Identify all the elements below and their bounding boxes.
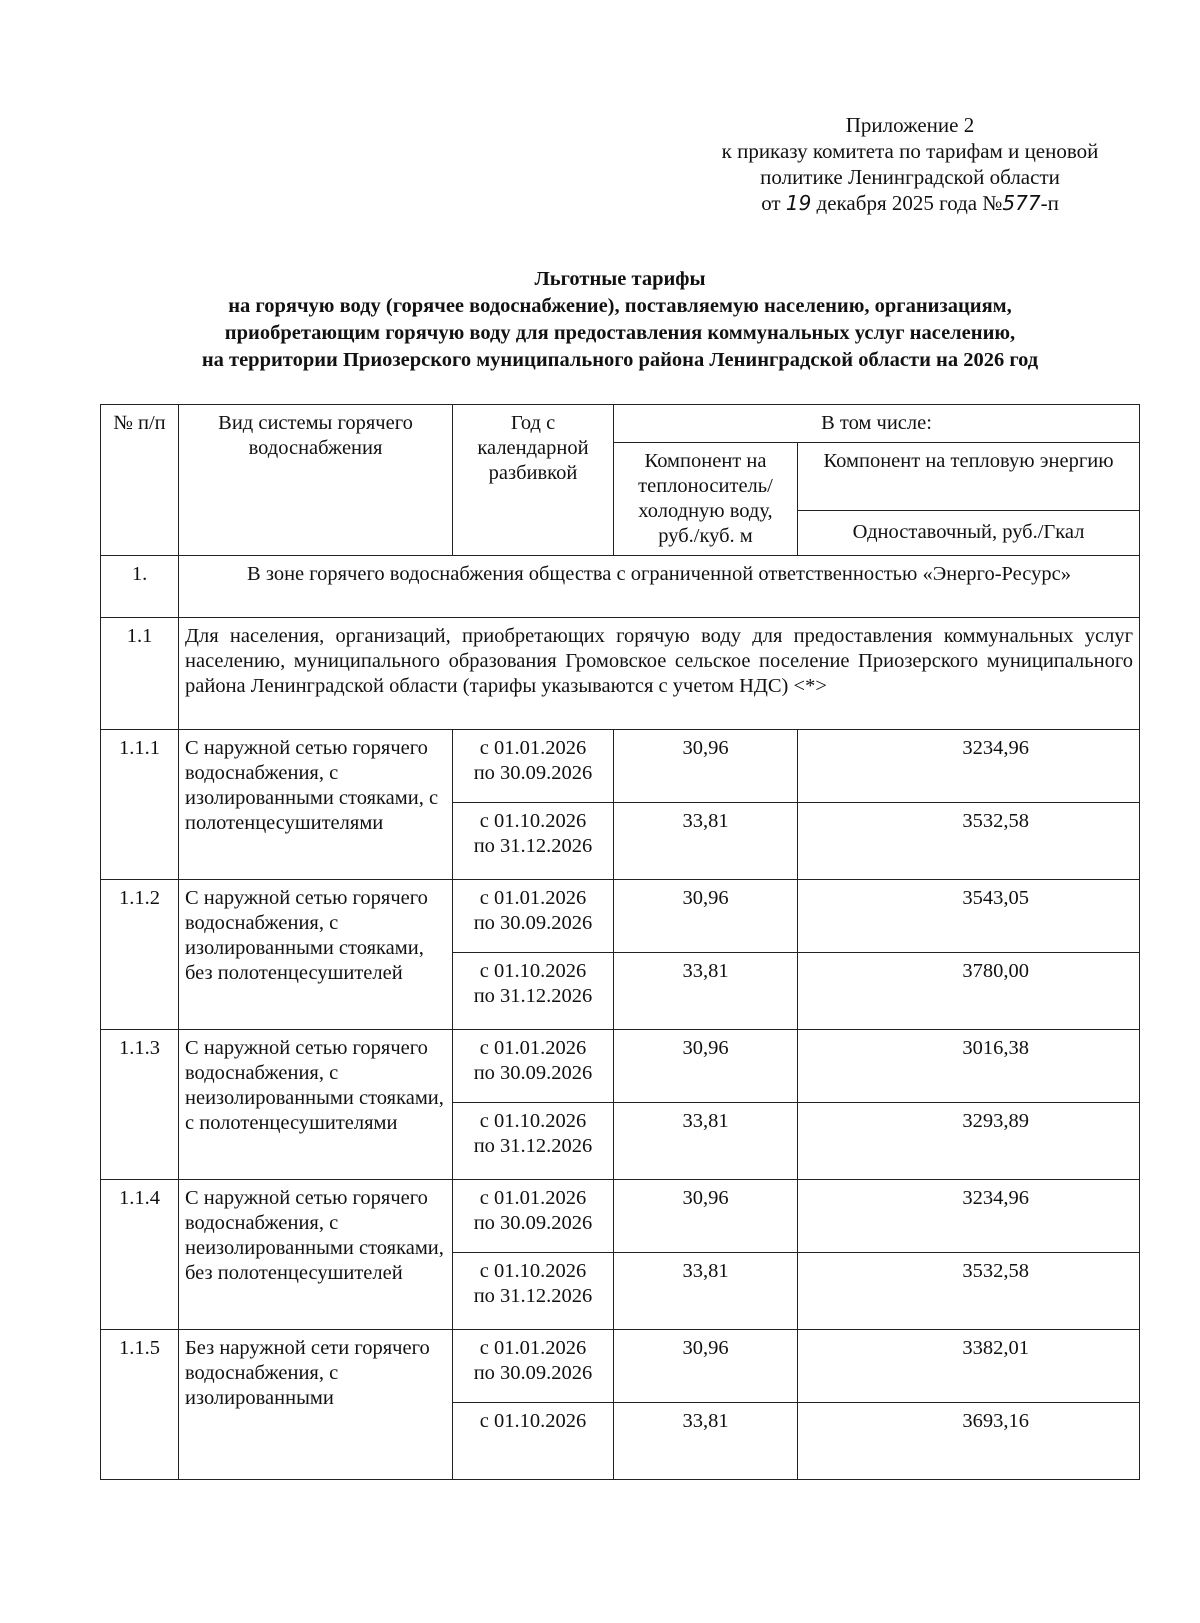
period-from: с 01.01.2026	[479, 737, 587, 759]
header-single-rate: Одноставочный, руб./Гкал	[798, 510, 1140, 555]
header-year: Год с календарной разбивкой	[453, 405, 614, 556]
subsection-row	[101, 618, 1140, 730]
order-number-handwritten: 577	[1002, 191, 1041, 215]
row-heat-component: 3532,58	[798, 803, 1140, 880]
period-from: с 01.10.2026	[479, 1410, 587, 1432]
row-num: 1.1.1	[101, 730, 179, 880]
row-period	[453, 1103, 614, 1180]
period-from: с 01.01.2026	[479, 1187, 587, 1209]
header-including: В том числе:	[614, 405, 1140, 443]
row-water-component: 33,81	[614, 953, 798, 1030]
date-day-handwritten: 19	[785, 191, 812, 215]
period-to: по 30.09.2026	[473, 1062, 593, 1084]
row-num: 1.1.3	[101, 1030, 179, 1180]
subsection-num: 1.1	[101, 618, 179, 730]
row-num: 1.1.2	[101, 880, 179, 1030]
row-system-type: С наружной сетью горячего водоснабжения, с неизолированными стояками, с полотенцесушителями	[179, 1030, 453, 1180]
row-period	[453, 803, 614, 880]
row-water-component: 33,81	[614, 1403, 798, 1480]
period-to: по 31.12.2026	[473, 1285, 593, 1307]
period-to: по 31.12.2026	[473, 985, 593, 1007]
row-water-component: 33,81	[614, 1103, 798, 1180]
period-to: по 30.09.2026	[473, 1212, 593, 1234]
title-line-4: на территории Приозерского муниципального района Ленинградской области на 2026 год	[201, 349, 1039, 371]
row-water-component: 33,81	[614, 1253, 798, 1330]
row-heat-component: 3016,38	[798, 1030, 1140, 1103]
row-system-type: Без наружной сети горячего водоснабжения, с изолированными	[179, 1330, 453, 1480]
row-heat-component: 3293,89	[798, 1103, 1140, 1180]
appendix-line-1: Приложение 2	[845, 113, 975, 137]
row-period	[453, 1180, 614, 1253]
section-text: В зоне горячего водоснабжения общества с ограниченной ответственностью «Энерго-Ресурс»	[179, 556, 1140, 618]
title-line-1: Льготные тарифы	[534, 268, 706, 290]
table-row	[101, 1330, 1140, 1403]
section-num: 1.	[101, 556, 179, 618]
appendix-line-3: политике Ленинградской области	[760, 165, 1060, 189]
period-from: с 01.10.2026	[479, 1260, 587, 1282]
period-to: по 30.09.2026	[473, 912, 593, 934]
document-title	[100, 266, 1140, 374]
row-heat-component: 3693,16	[798, 1403, 1140, 1480]
subsection-text: Для населения, организаций, приобретающих горячую воду для предоставления коммунальных услуг населению, муниципального образования Громовское сельское поселение Приозерского муниципального района Ленинградской области (тарифы указываются с учетом НДС) <*>	[179, 618, 1140, 730]
row-heat-component: 3234,96	[798, 730, 1140, 803]
row-period	[453, 1030, 614, 1103]
header-num: № п/п	[101, 405, 179, 556]
period-to: по 31.12.2026	[473, 835, 593, 857]
date-rest: декабря 2025 года №	[816, 191, 1003, 215]
appendix-line-2: к приказу комитета по тарифам и ценовой	[721, 139, 1099, 163]
row-water-component: 30,96	[614, 1330, 798, 1403]
period-from: с 01.01.2026	[479, 887, 587, 909]
period-to: по 30.09.2026	[473, 762, 593, 784]
row-heat-component: 3532,58	[798, 1253, 1140, 1330]
table-row	[101, 1180, 1140, 1253]
row-heat-component: 3543,05	[798, 880, 1140, 953]
row-heat-component: 3234,96	[798, 1180, 1140, 1253]
appendix-header	[680, 112, 1140, 216]
row-period	[453, 730, 614, 803]
table-row	[101, 880, 1140, 953]
period-from: с 01.01.2026	[479, 1037, 587, 1059]
row-num: 1.1.5	[101, 1330, 179, 1480]
date-prefix: от	[761, 191, 781, 215]
period-from: с 01.10.2026	[479, 1110, 587, 1132]
row-water-component: 30,96	[614, 730, 798, 803]
order-suffix: -п	[1040, 191, 1059, 215]
period-from: с 01.10.2026	[479, 810, 587, 832]
row-system-type: С наружной сетью горячего водоснабжения, с неизолированными стояками, без полотенцесушителей	[179, 1180, 453, 1330]
period-to: по 31.12.2026	[473, 1135, 593, 1157]
period-from: с 01.01.2026	[479, 1337, 587, 1359]
row-system-type: С наружной сетью горячего водоснабжения, с изолированными стояками, с полотенцесушителями	[179, 730, 453, 880]
row-period	[453, 1330, 614, 1403]
header-component-water: Компонент на теплоноситель/холодную воду, руб./куб. м	[614, 443, 798, 556]
section-row	[101, 556, 1140, 618]
row-heat-component: 3780,00	[798, 953, 1140, 1030]
appendix-date-line	[680, 190, 1140, 216]
header-row-1	[101, 405, 1140, 443]
table-row	[101, 1030, 1140, 1103]
row-system-type: С наружной сетью горячего водоснабжения, с изолированными стояками, без полотенцесушителей	[179, 880, 453, 1030]
row-num: 1.1.4	[101, 1180, 179, 1330]
row-water-component: 30,96	[614, 880, 798, 953]
row-period	[453, 880, 614, 953]
table-row	[101, 730, 1140, 803]
row-heat-component: 3382,01	[798, 1330, 1140, 1403]
tariff-table	[100, 404, 1140, 1480]
row-period	[453, 1403, 614, 1480]
row-water-component: 30,96	[614, 1030, 798, 1103]
period-from: с 01.10.2026	[479, 960, 587, 982]
header-system-type: Вид системы горячего водоснабжения	[179, 405, 453, 556]
title-line-3: приобретающим горячую воду для предоставления коммунальных услуг населению,	[224, 322, 1016, 344]
row-water-component: 33,81	[614, 803, 798, 880]
period-to: по 30.09.2026	[473, 1362, 593, 1384]
row-period	[453, 1253, 614, 1330]
header-component-heat: Компонент на тепловую энергию	[798, 443, 1140, 511]
title-line-2: на горячую воду (горячее водоснабжение), поставляемую населению, организациям,	[228, 295, 1012, 317]
row-period	[453, 953, 614, 1030]
row-water-component: 30,96	[614, 1180, 798, 1253]
